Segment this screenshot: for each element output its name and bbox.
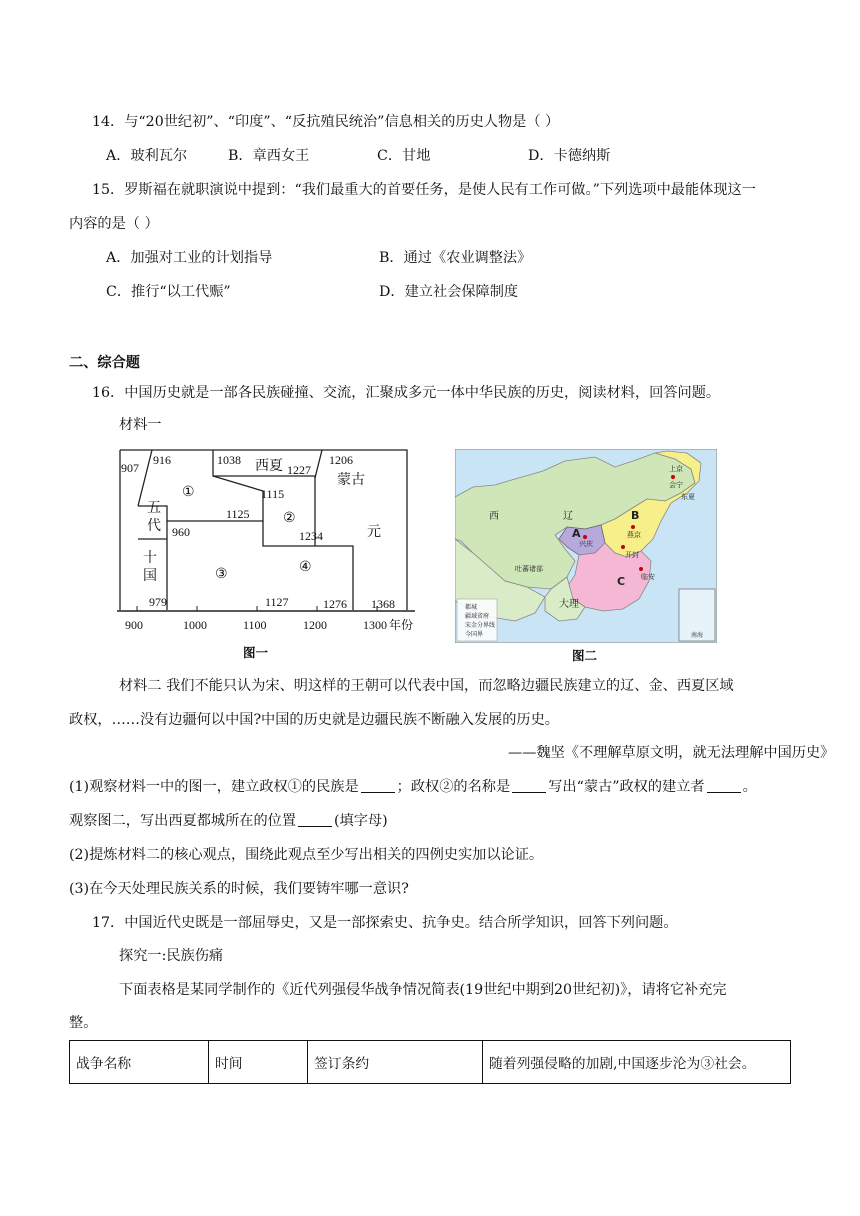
q14-option-a[interactable]: A．玻利瓦尔 bbox=[106, 148, 188, 164]
tick-1200: 1200 bbox=[303, 618, 327, 632]
label-dai: 代 bbox=[147, 519, 161, 534]
label-guo: 国 bbox=[143, 569, 157, 584]
answer-blank-2[interactable] bbox=[512, 779, 546, 793]
map-label-kaifeng: 开封 bbox=[625, 551, 639, 559]
q14-stem: 14．与“20世纪初”、“印度”、“反抗殖民统治”信息相关的历史人物是（ ） bbox=[92, 114, 560, 130]
q16-sub1-line2 bbox=[69, 812, 388, 830]
label-1368: 1368 bbox=[371, 597, 395, 611]
figure-1-caption: 图一 bbox=[243, 645, 269, 660]
label-circle2: ② bbox=[283, 511, 296, 526]
q16-sub1-text-e: 观察图二，写出西夏都城所在的位置 bbox=[69, 813, 297, 829]
label-shi: 十 bbox=[143, 551, 157, 566]
q15-stem-line1: 15．罗斯福在就职演说中提到：“我们最重大的首要任务，是使人民有工作可做。”下列选项中最能体现这一 bbox=[92, 182, 756, 198]
map-label-dongxia: 东夏 bbox=[681, 493, 695, 501]
q16-sub3: (3)在今天处理民族关系的时候，我们要铸牢哪一意识? bbox=[69, 881, 409, 897]
map-legend-3: 宋金分界线 bbox=[465, 622, 496, 629]
q16-sub1-line1 bbox=[69, 778, 757, 796]
label-1127: 1127 bbox=[265, 595, 289, 609]
map-label-liao: 辽 bbox=[563, 511, 573, 522]
table-cell-treaty: 签订条约 bbox=[308, 1041, 483, 1084]
label-1276: 1276 bbox=[323, 597, 347, 611]
map-label-xingqing: 兴庆 bbox=[579, 540, 593, 548]
war-summary-table bbox=[69, 1040, 791, 1084]
label-1234: 1234 bbox=[299, 529, 323, 543]
figure-2-caption: 图二 bbox=[572, 648, 598, 663]
q15-option-a[interactable]: A．加强对工业的计划指导 bbox=[106, 250, 273, 266]
q16-sub1-text-f: (填字母) bbox=[334, 813, 388, 829]
q15-option-d[interactable]: D．建立社会保障制度 bbox=[379, 284, 519, 300]
label-yuan: 元 bbox=[367, 525, 381, 540]
tick-1300: 1300 bbox=[363, 618, 387, 632]
answer-blank-4[interactable] bbox=[298, 813, 332, 827]
q16-stem: 16．中国历史就是一部各民族碰撞、交流，汇聚成多元一体中华民族的历史，阅读材料，回答问题。 bbox=[92, 385, 721, 401]
map-label-a: A bbox=[572, 527, 581, 540]
q15-stem-line2: 内容的是（ ） bbox=[69, 216, 159, 232]
label-xixia: 西夏 bbox=[255, 459, 283, 474]
label-menggu: 蒙古 bbox=[337, 473, 365, 488]
material1-label: 材料一 bbox=[119, 417, 162, 433]
map-legend-1: 都城 bbox=[465, 604, 478, 611]
q17-intro-line1: 下面表格是某同学制作的《近代列强侵华战争情况简表(19世纪中期到20世纪初)》，请将它补充完 bbox=[119, 982, 727, 998]
q16-sub1-text-d: 。 bbox=[742, 779, 757, 795]
q16-sub2: (2)提炼材料二的核心观点，围绕此观点至少写出相关的四例史实加以论证。 bbox=[69, 847, 544, 863]
map-label-shangjing: 上京 bbox=[669, 465, 683, 473]
map-legend-4: 今国界 bbox=[465, 631, 484, 638]
material2-line1: 材料二 我们不能只认为宋、明这样的王朝可以代表中国，而忽略边疆民族建立的辽、金、西夏区域 bbox=[119, 678, 734, 694]
label-circle1: ① bbox=[182, 485, 195, 500]
label-wu: 五 bbox=[147, 501, 161, 516]
q16-sub1-text-c: 写出“蒙古”政权的建立者 bbox=[548, 779, 705, 795]
q14-option-b[interactable]: B．章西女王 bbox=[228, 148, 310, 164]
q17-stem: 17．中国近代史既是一部屈辱史，又是一部探索史、抗争史。结合所学知识，回答下列问题。 bbox=[92, 915, 678, 931]
q17-intro-line2: 整。 bbox=[69, 1015, 98, 1031]
map-label-tubofan: 吐蕃诸部 bbox=[515, 565, 543, 573]
label-1206: 1206 bbox=[329, 453, 353, 467]
label-916: 916 bbox=[153, 453, 171, 467]
map-label-linan: 临安 bbox=[641, 573, 655, 581]
answer-blank-3[interactable] bbox=[707, 779, 741, 793]
map-label-c: C bbox=[617, 575, 626, 588]
map-label-huining: 会宁 bbox=[669, 481, 683, 489]
material2-line2: 政权，……没有边疆何以中国?中国的历史就是边疆民族不断融入发展的历史。 bbox=[69, 712, 559, 728]
table-cell-time: 时间 bbox=[209, 1041, 308, 1084]
answer-blank-1[interactable] bbox=[361, 779, 395, 793]
label-1115: 1115 bbox=[261, 487, 285, 501]
tick-1100: 1100 bbox=[243, 618, 267, 632]
label-960: 960 bbox=[172, 525, 190, 539]
q16-sub1-text-a: (1)观察材料一中的图一，建立政权①的民族是 bbox=[69, 779, 359, 795]
map-label-b: B bbox=[631, 509, 640, 522]
q15-option-c[interactable]: C．推行“以工代赈” bbox=[106, 284, 231, 300]
map-label-nanhai: 南海 bbox=[691, 632, 704, 639]
q16-sub1-text-b: ；政权②的名称是 bbox=[396, 779, 511, 795]
label-1038: 1038 bbox=[217, 453, 241, 467]
q14-option-d[interactable]: D．卡德纳斯 bbox=[528, 148, 611, 164]
q14-option-c[interactable]: C．甘地 bbox=[377, 148, 431, 164]
label-979: 979 bbox=[149, 595, 167, 609]
tick-900: 900 bbox=[125, 618, 143, 632]
label-1227: 1227 bbox=[287, 463, 311, 477]
label-circle3: ③ bbox=[215, 567, 228, 582]
figure-2-map bbox=[455, 449, 717, 643]
map-label-yanjing: 燕京 bbox=[627, 531, 641, 539]
map-label-xi: 西 bbox=[489, 511, 499, 522]
table-cell-war-name: 战争名称 bbox=[70, 1041, 209, 1084]
table-row bbox=[70, 1041, 791, 1084]
label-1125: 1125 bbox=[226, 507, 250, 521]
table-cell-note: 随着列强侵略的加剧,中国逐步沦为③社会。 bbox=[483, 1041, 791, 1084]
section-title: 二、综合题 bbox=[69, 355, 140, 371]
label-circle4: ④ bbox=[299, 560, 312, 575]
q17-inquiry1: 探究一:民族伤痛 bbox=[119, 948, 224, 964]
map-label-dali: 大理 bbox=[559, 599, 579, 610]
q15-option-b[interactable]: B．通过《农业调整法》 bbox=[379, 250, 532, 266]
axis-unit: 年份 bbox=[389, 618, 414, 632]
figure-1-timeline bbox=[115, 446, 427, 656]
material2-source: ——魏坚《不理解草原文明，就无法理解中国历史》 bbox=[508, 745, 835, 761]
label-907: 907 bbox=[121, 461, 139, 475]
tick-1000: 1000 bbox=[183, 618, 207, 632]
map-legend-2: 疆域省府 bbox=[465, 613, 490, 620]
